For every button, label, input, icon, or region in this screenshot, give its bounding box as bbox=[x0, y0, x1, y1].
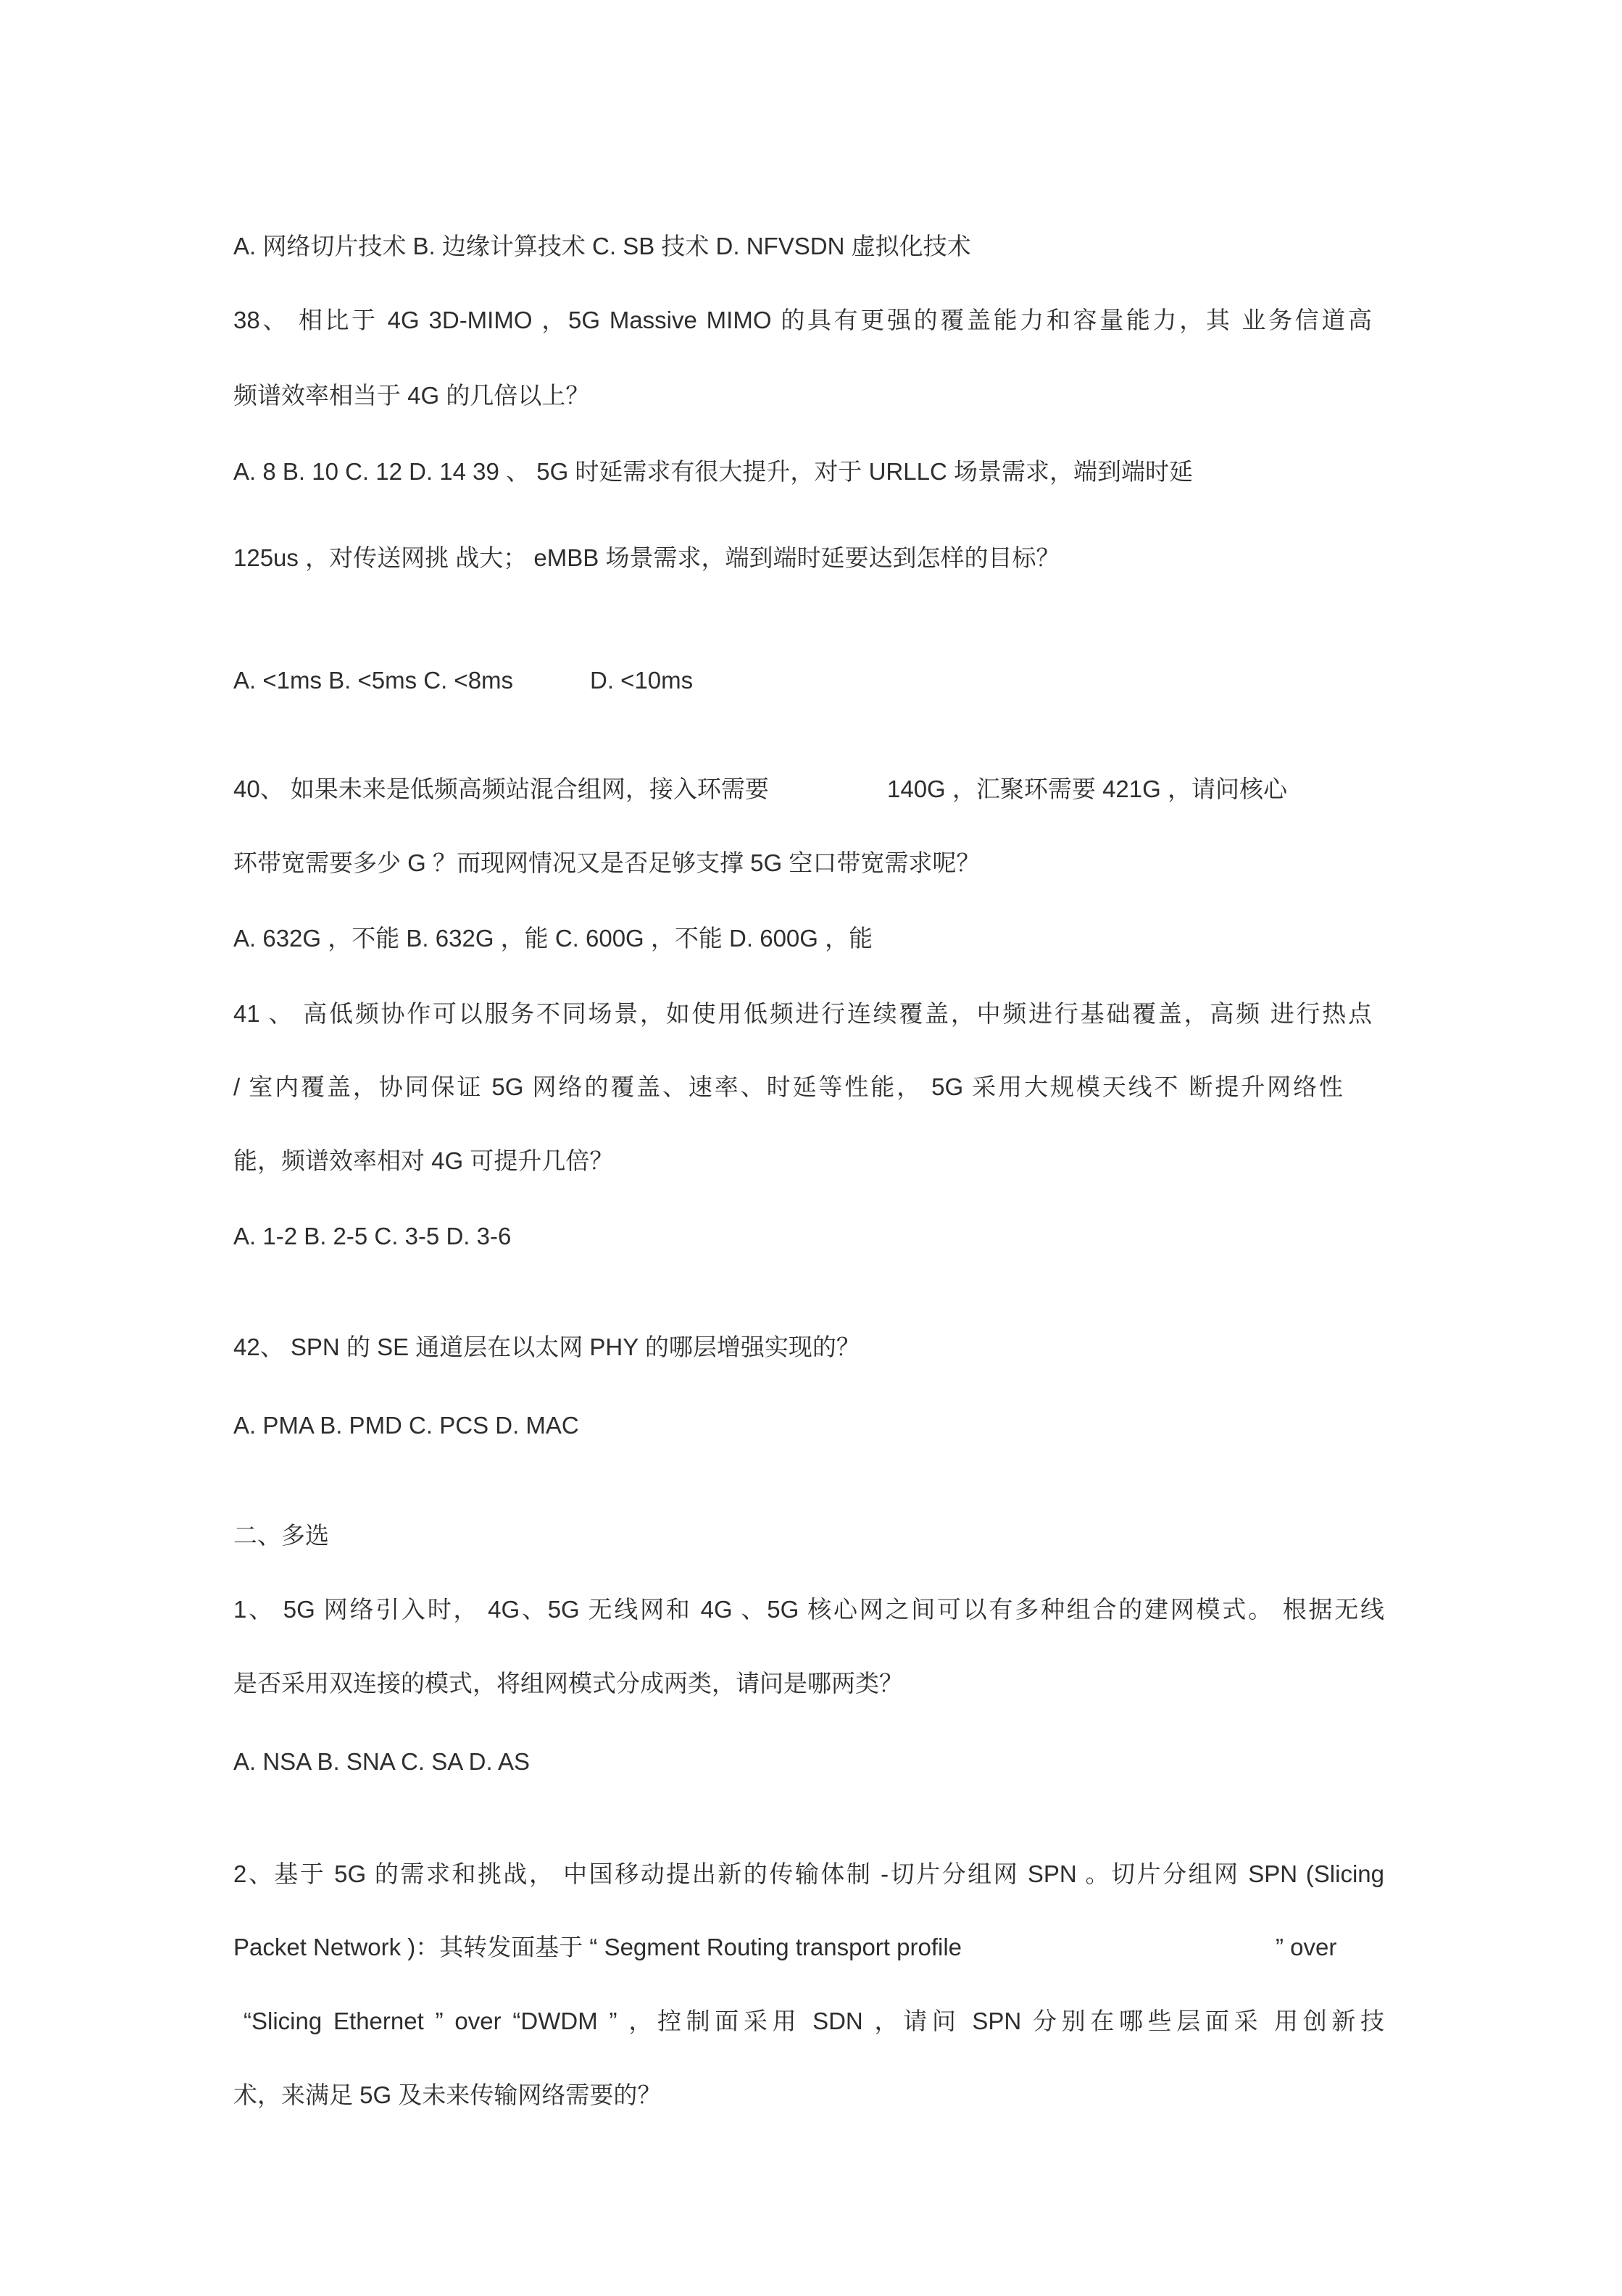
question-39-options bbox=[233, 666, 694, 695]
question-41-text-line-3: 能，频谱效率相对 4G 可提升几倍？ bbox=[233, 1147, 614, 1174]
section-heading-multiple-choice: 二、多选 bbox=[233, 1522, 329, 1549]
question-40-text-line-1-right: 140G ，汇聚环需要 421G ，请问核心 bbox=[887, 775, 1287, 802]
multi-question-1-text-line-2: 是否采用双连接的模式，将组网模式分成两类，请问是哪两类？ bbox=[233, 1670, 903, 1697]
multi-question-2-text-line-2-left: Packet Network )：其转发面基于 “ Segment Routing transport profile bbox=[233, 1934, 962, 1960]
question-40-text-line-1-left: 40、 如果未来是低频高频站混合组网，接入环需要 bbox=[233, 775, 769, 802]
question-39-text-line-2: 125us ，对传送网挑 战大； eMBB 场景需求，端到端时延要达到怎样的目标？ bbox=[233, 544, 1060, 571]
question-38-options-question-39-line-1: A. 8 B. 10 C. 12 D. 14 39 、 5G 时延需求有很大提升，对于 URLLC 场景需求，端到端时延 bbox=[233, 458, 1193, 485]
question-39-option-d: D. <10ms bbox=[590, 667, 694, 694]
question-40-options: A. 632G ，不能 B. 632G ，能 C. 600G ，不能 D. 600G ，能 bbox=[233, 925, 873, 952]
question-42-text: 42、 SPN 的 SE 通道层在以太网 PHY 的哪层增强实现的？ bbox=[233, 1334, 860, 1360]
multi-question-2-text-line-4: 术，来满足 5G 及未来传输网络需要的？ bbox=[233, 2081, 662, 2108]
question-37-options: A. 网络切片技术 B. 边缘计算技术 C. SB 技术 D. NFVSDN 虚拟化技术 bbox=[233, 233, 971, 259]
question-42-options: A. PMA B. PMD C. PCS D. MAC bbox=[233, 1412, 579, 1439]
multi-question-1-options: A. NSA B. SNA C. SA D. AS bbox=[233, 1748, 531, 1775]
question-38-text-line-2: 频谱效率相当于 4G 的几倍以上？ bbox=[233, 382, 590, 409]
multi-question-1-text-line-1: 1、 5G 网络引入时， 4G、5G 无线网和 4G 、5G 核心网之间可以有多种组合的建网模式。 根据无线 bbox=[233, 1596, 1384, 1623]
question-40-text-line-2: 环带宽需要多少 G ？而现网情况又是否足够支撑 5G 空口带宽需求呢？ bbox=[233, 849, 981, 876]
multi-question-2-text-line-2-right: ” over bbox=[1276, 1934, 1337, 1960]
question-41-text-line-2: / 室内覆盖，协同保证 5G 网络的覆盖、速率、时延等性能， 5G 采用大规模天线不 断提升网络性 bbox=[233, 1073, 1343, 1100]
multi-question-2-text-line-3: “Slicing Ethernet ” over “DWDM ” ，控制面采用 SDN ，请问 SPN 分别在哪些层面采 用创新技 bbox=[244, 2008, 1384, 2034]
multi-question-2-text-line-2 bbox=[233, 1933, 1337, 1962]
question-39-options-abc: A. <1ms B. <5ms C. <8ms bbox=[233, 667, 514, 694]
question-41-options: A. 1-2 B. 2-5 C. 3-5 D. 3-6 bbox=[233, 1223, 512, 1249]
question-40-text-line-1 bbox=[233, 775, 1287, 804]
question-38-text-line-1: 38、 相比于 4G 3D-MIMO ，5G Massive MIMO 的具有更强的覆盖能力和容量能力，其 业务信道高 bbox=[233, 307, 1372, 333]
question-41-text-line-1: 41 、 高低频协作可以服务不同场景，如使用低频进行连续覆盖，中频进行基础覆盖，高频 进行热点 bbox=[233, 1000, 1372, 1027]
multi-question-2-text-line-1: 2、基于 5G 的需求和挑战， 中国移动提出新的传输体制 -切片分组网 SPN 。切片分组网 SPN (Slicing bbox=[233, 1860, 1384, 1887]
